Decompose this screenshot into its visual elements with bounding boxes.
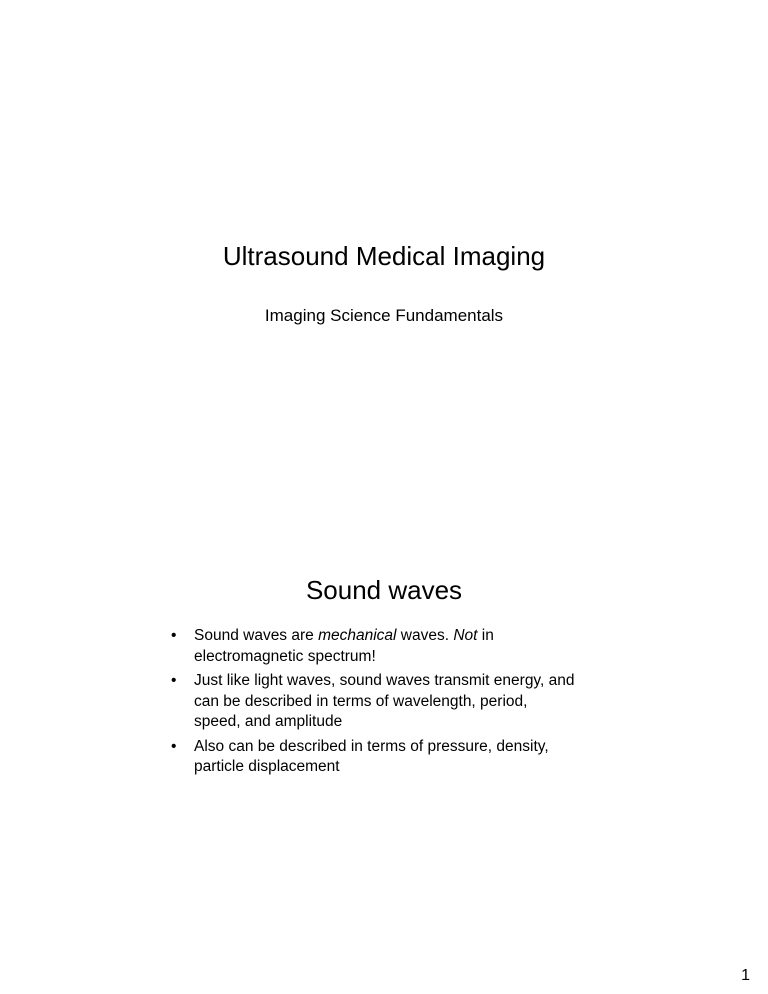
bullet-item — [168, 671, 578, 733]
bullet-text: Also can be described in terms of pressure, density, particle displacement — [194, 737, 549, 775]
bullet-item — [168, 737, 578, 778]
bullet-item — [168, 626, 578, 667]
text-run: waves. — [396, 627, 454, 644]
slide-title: Sound waves — [305, 575, 463, 605]
emphasis-text: mechanical — [318, 627, 397, 644]
bullet-icon: • — [171, 627, 177, 644]
emphasis-text: Not — [453, 627, 478, 644]
slide-title: Ultrasound Medical Imaging — [222, 241, 546, 271]
page-number: 1 — [741, 967, 750, 984]
bullet-text: Just like light waves, sound waves transmit energy, and can be described in terms of wavelength, period, speed, and amplitude — [194, 672, 575, 730]
bullet-text — [194, 627, 494, 665]
text-run: Sound waves are — [194, 627, 319, 644]
text-run: in electromagnetic spectrum! — [194, 627, 494, 665]
slide-2 — [0, 470, 768, 994]
slide-subtitle: Imaging Science Fundamentals — [264, 306, 504, 325]
slide-1 — [0, 0, 768, 470]
bullet-icon: • — [171, 737, 177, 755]
bullet-icon: • — [171, 672, 177, 689]
bullet-list — [168, 626, 578, 782]
